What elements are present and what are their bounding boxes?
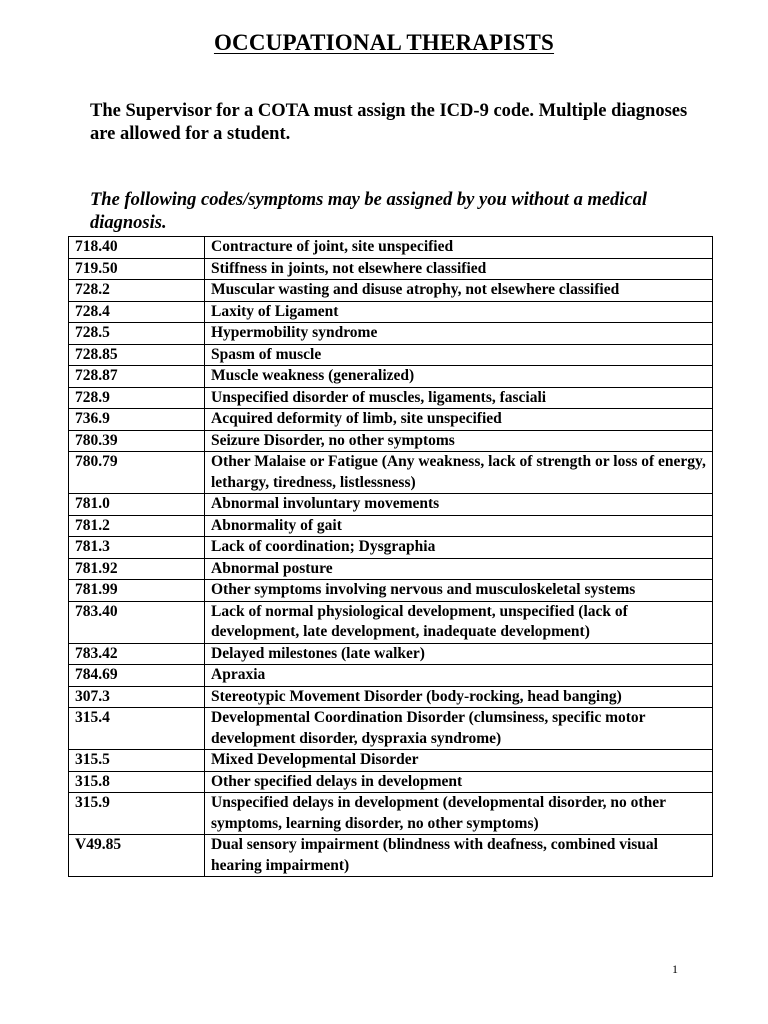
description-cell: Lack of coordination; Dysgraphia — [205, 537, 713, 559]
description-cell: Dual sensory impairment (blindness with deafness, combined visual hearing impairment) — [205, 835, 713, 877]
table-row — [69, 515, 713, 537]
description-cell: Developmental Coordination Disorder (clumsiness, specific motor development disorder, dyspraxia syndrome) — [205, 708, 713, 750]
description-cell: Mixed Developmental Disorder — [205, 750, 713, 772]
table-row — [69, 835, 713, 877]
icd9-code-cell: 728.9 — [69, 387, 205, 409]
page-title: OCCUPATIONAL THERAPISTS — [213, 30, 555, 55]
table-row — [69, 580, 713, 602]
icd9-code-cell: 315.9 — [69, 793, 205, 835]
icd9-code-cell: 719.50 — [69, 258, 205, 280]
table-row — [69, 237, 713, 259]
icd9-codes-table — [68, 236, 713, 877]
table-row — [69, 409, 713, 431]
description-cell: Abnormal involuntary movements — [205, 494, 713, 516]
icd9-code-cell: 728.5 — [69, 323, 205, 345]
icd9-code-cell: 315.8 — [69, 771, 205, 793]
table-row — [69, 280, 713, 302]
table-row — [69, 750, 713, 772]
icd9-code-cell: 718.40 — [69, 237, 205, 259]
table-row — [69, 708, 713, 750]
icd9-code-cell: 780.79 — [69, 452, 205, 494]
icd9-code-cell: 781.0 — [69, 494, 205, 516]
page-number: 1 — [672, 962, 678, 976]
table-row — [69, 643, 713, 665]
description-cell: Contracture of joint, site unspecified — [205, 237, 713, 259]
table-row — [69, 366, 713, 388]
description-cell: Stiffness in joints, not elsewhere classified — [205, 258, 713, 280]
icd9-code-cell: 307.3 — [69, 686, 205, 708]
description-cell: Laxity of Ligament — [205, 301, 713, 323]
codes-table-body — [69, 237, 713, 877]
icd9-code-cell: 781.2 — [69, 515, 205, 537]
description-cell: Muscle weakness (generalized) — [205, 366, 713, 388]
intro-paragraph: The Supervisor for a COTA must assign the ICD-9 code. Multiple diagnoses are allowed for a student. — [90, 101, 688, 144]
icd9-code-cell: 781.3 — [69, 537, 205, 559]
description-cell: Other specified delays in development — [205, 771, 713, 793]
table-row — [69, 537, 713, 559]
icd9-code-cell: 315.5 — [69, 750, 205, 772]
icd9-code-cell: 783.42 — [69, 643, 205, 665]
description-cell: Seizure Disorder, no other symptoms — [205, 430, 713, 452]
table-row — [69, 258, 713, 280]
table-row — [69, 452, 713, 494]
description-cell: Other symptoms involving nervous and musculoskeletal systems — [205, 580, 713, 602]
icd9-code-cell: 315.4 — [69, 708, 205, 750]
icd9-code-cell: 781.99 — [69, 580, 205, 602]
table-row — [69, 301, 713, 323]
table-row — [69, 323, 713, 345]
description-cell: Lack of normal physiological development, unspecified (lack of development, late development, inadequate development) — [205, 601, 713, 643]
icd9-code-cell: V49.85 — [69, 835, 205, 877]
description-cell: Abnormality of gait — [205, 515, 713, 537]
description-cell: Delayed milestones (late walker) — [205, 643, 713, 665]
description-cell: Muscular wasting and disuse atrophy, not elsewhere classified — [205, 280, 713, 302]
icd9-code-cell: 728.85 — [69, 344, 205, 366]
table-row — [69, 387, 713, 409]
icd9-code-cell: 784.69 — [69, 665, 205, 687]
description-cell: Spasm of muscle — [205, 344, 713, 366]
icd9-code-cell: 728.4 — [69, 301, 205, 323]
table-row — [69, 558, 713, 580]
icd9-code-cell: 780.39 — [69, 430, 205, 452]
note-paragraph: The following codes/symptoms may be assigned by you without a medical diagnosis. — [90, 190, 648, 233]
icd9-code-cell: 781.92 — [69, 558, 205, 580]
icd9-code-cell: 728.2 — [69, 280, 205, 302]
description-cell: Apraxia — [205, 665, 713, 687]
description-cell: Abnormal posture — [205, 558, 713, 580]
description-cell: Other Malaise or Fatigue (Any weakness, lack of strength or loss of energy, lethargy, tiredness, listlessness) — [205, 452, 713, 494]
description-cell: Stereotypic Movement Disorder (body-rocking, head banging) — [205, 686, 713, 708]
description-cell: Acquired deformity of limb, site unspecified — [205, 409, 713, 431]
table-row — [69, 665, 713, 687]
icd9-code-cell: 728.87 — [69, 366, 205, 388]
description-cell: Unspecified delays in development (developmental disorder, no other symptoms, learning disorder, no other symptoms) — [205, 793, 713, 835]
description-cell: Hypermobility syndrome — [205, 323, 713, 345]
table-row — [69, 494, 713, 516]
table-row — [69, 430, 713, 452]
description-cell: Unspecified disorder of muscles, ligaments, fasciali — [205, 387, 713, 409]
table-row — [69, 686, 713, 708]
icd9-code-cell: 736.9 — [69, 409, 205, 431]
table-row — [69, 793, 713, 835]
table-row — [69, 344, 713, 366]
icd9-code-cell: 783.40 — [69, 601, 205, 643]
table-row — [69, 601, 713, 643]
table-row — [69, 771, 713, 793]
